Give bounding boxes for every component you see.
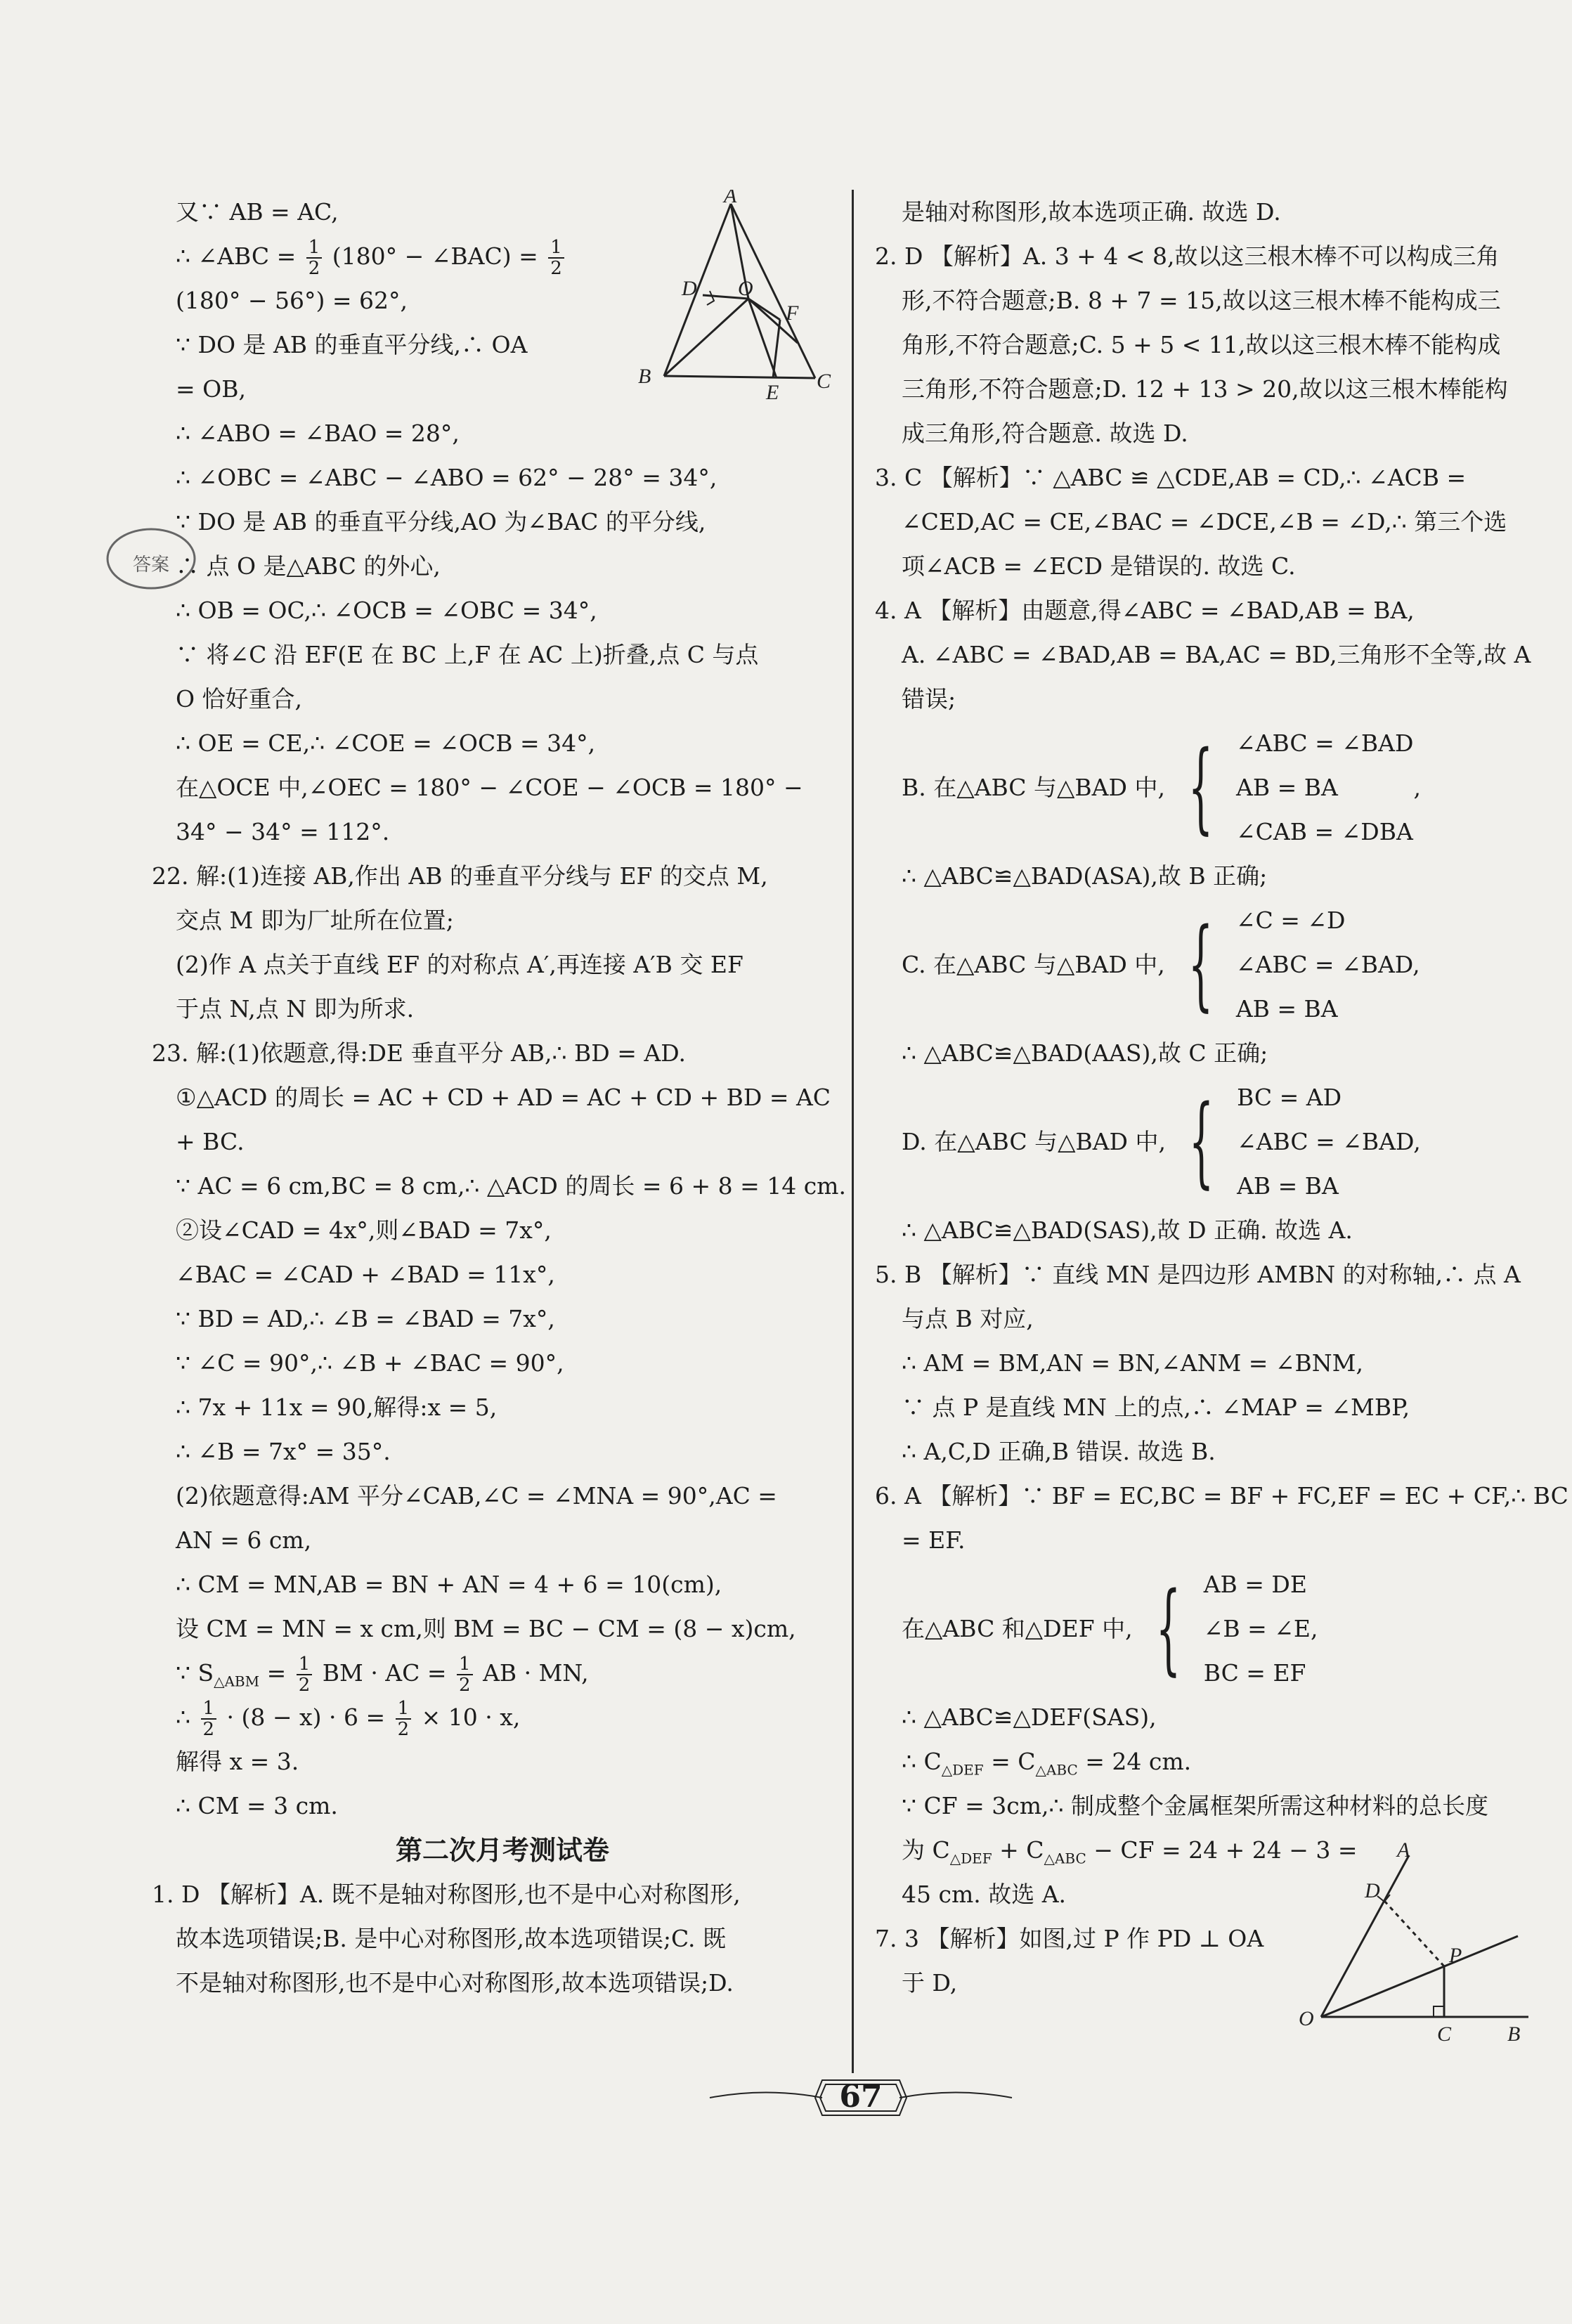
text-line: = EF. xyxy=(902,1526,966,1554)
label-c: C xyxy=(1437,2023,1452,2046)
text-line: AN = 6 cm, xyxy=(176,1526,312,1554)
label-a: A xyxy=(724,190,737,207)
angle-figure xyxy=(1293,1841,1539,2052)
text-line: 又∵ AB = AC, xyxy=(176,198,339,226)
text-line: ∵ $S_{\triangle ABM}$ = $\frac{1}{2}$ BM · AC = $\frac{1}{2}$ AB · MN, xyxy=(176,1654,589,1696)
text-line: 角形,不符合题意;C. 5 + 5 < 11,故以这三根木棒不能构成 xyxy=(902,331,1501,358)
text-line: 交点 M 即为厂址所在位置; xyxy=(176,907,454,934)
text-line: 为 $C_{\triangle DEF} + C_{\triangle ABC}$ − CF = 24 + 24 − 3 = xyxy=(902,1836,1358,1867)
label-c: C xyxy=(817,370,831,393)
text-line: ∴ $\frac{1}{2}$ · (8 − x) · 6 = $\frac{1}{2}$ × 10 · x, xyxy=(176,1698,521,1740)
text-line: ∴ 7x + 11x = 90,解得:x = 5, xyxy=(176,1394,498,1421)
text-line: 项∠ACB = ∠ECD 是错误的. 故选 C. xyxy=(902,552,1296,580)
text-line: ∴ A,C,D 正确,B 错误. 故选 B. xyxy=(902,1438,1216,1465)
label-b: B xyxy=(1507,2023,1521,2046)
label-b: B xyxy=(638,365,651,388)
question-3: 3. C 【解析】∵ △ABC ≌ △CDE,AB = CD,∴ ∠ACB = xyxy=(875,464,1467,491)
text-line: 错误; xyxy=(902,685,956,713)
text-line: ∠CED,AC = CE,∠BAC = ∠DCE,∠B = ∠D,∴ 第三个选 xyxy=(902,508,1507,535)
label-p: P xyxy=(1449,1944,1462,1967)
text-line: ∴ △ABC≌△DEF(SAS), xyxy=(902,1703,1157,1731)
equation-system-6: 在△ABC 和△DEF 中, { AB = DE ∠B = ∠E, BC = EF xyxy=(902,1571,1318,1687)
text-line: ②设∠CAD = 4x°,则∠BAD = 7x°, xyxy=(176,1216,552,1244)
text-line: ①△ACD 的周长 = AC + CD + AD = AC + CD + BD = AC xyxy=(176,1084,831,1111)
triangle-figure xyxy=(632,190,843,401)
text-line: ∴ ∠B = 7x° = 35°. xyxy=(176,1438,391,1465)
question-4: 4. A 【解析】由题意,得∠ABC = ∠BAD,AB = BA, xyxy=(875,597,1415,624)
text-line: ∵ 将∠C 沿 EF(E 在 BC 上,F 在 AC 上)折叠,点 C 与点 xyxy=(176,641,759,668)
text-line: = OB, xyxy=(176,375,246,403)
label-f: F xyxy=(786,301,799,325)
fraction: $\frac{1}{2}$ xyxy=(548,238,564,278)
text-line: 故本选项错误;B. 是中心对称图形,故本选项错误;C. 既 xyxy=(176,1925,727,1952)
text-line: ∵ CF = 3cm,∴ 制成整个金属框架所需这种材料的总长度 xyxy=(902,1792,1489,1819)
segment-bc xyxy=(664,376,815,378)
label-d: D xyxy=(682,277,697,300)
text-line: 在△OCE 中,∠OEC = 180° − ∠COE − ∠OCB = 180° − xyxy=(176,774,803,801)
stamp-icon xyxy=(98,520,204,597)
label-d: D xyxy=(1365,1879,1380,1902)
segment-ab xyxy=(664,204,731,376)
fraction: $\frac{1}{2}$ xyxy=(457,1654,473,1695)
text-line: ∵ BD = AD,∴ ∠B = ∠BAD = 7x°, xyxy=(176,1305,555,1332)
text-line: 45 cm. 故选 A. xyxy=(902,1881,1067,1908)
text-line: 于 D, xyxy=(902,1969,958,1997)
question-7: 7. 3 【解析】如图,过 P 作 PD ⊥ OA xyxy=(875,1925,1264,1952)
question-5: 5. B 【解析】∵ 直线 MN 是四边形 AMBN 的对称轴,∴ 点 A xyxy=(875,1261,1521,1288)
segment-pd xyxy=(1384,1901,1444,1966)
text-line: ∵ ∠C = 90°,∴ ∠B + ∠BAC = 90°, xyxy=(176,1349,564,1377)
text-line: (2)作 A 点关于直线 EF 的对称点 A′,再连接 A′B 交 EF xyxy=(176,951,743,978)
text-line: ∴ △ABC≌△BAD(ASA),故 B 正确; xyxy=(902,862,1268,890)
fraction: $\frac{1}{2}$ xyxy=(297,1654,313,1695)
question-22: 22. 解:(1)连接 AB,作出 AB 的垂直平分线与 EF 的交点 M, xyxy=(152,862,768,890)
text-line: 设 CM = MN = x cm,则 BM = BC − CM = (8 − x)cm, xyxy=(176,1615,796,1642)
page-number: 67 xyxy=(839,2079,883,2115)
text-line: (2)依题意得:AM 平分∠CAB,∠C = ∠MNA = 90°,AC = xyxy=(176,1482,777,1510)
label-a: A xyxy=(1397,1841,1410,1862)
text-line: ∴ AM = BM,AN = BN,∠ANM = ∠BNM, xyxy=(902,1349,1363,1377)
text-line: 与点 B 对应, xyxy=(902,1305,1034,1332)
text-line: + BC. xyxy=(176,1128,245,1155)
text-line: ∴ $C_{\triangle DEF} = C_{\triangle ABC} = 24$ cm. xyxy=(902,1748,1192,1779)
equation-system-b: B. 在△ABC 与△BAD 中, { ∠ABC = ∠BAD AB = BA ∠CAB = ∠DBA , xyxy=(902,729,1421,845)
fraction: $\frac{1}{2}$ xyxy=(306,238,323,278)
text-line: A. ∠ABC = ∠BAD,AB = BA,AC = BD,三角形不全等,故 A xyxy=(902,641,1531,668)
fraction: $\frac{1}{2}$ xyxy=(201,1699,217,1739)
text-line: ∵ DO 是 AB 的垂直平分线,AO 为∠BAC 的平分线, xyxy=(176,508,706,535)
text-line: 不是轴对称图形,也不是中心对称图形,故本选项错误;D. xyxy=(176,1969,734,1997)
bisector-op xyxy=(1321,1936,1518,2017)
text-line: ∵ AC = 6 cm,BC = 8 cm,∴ △ACD 的周长 = 6 + 8 = 14 cm. xyxy=(176,1172,846,1200)
text-line: 三角形,不符合题意;D. 12 + 13 > 20,故以这三根木棒能构 xyxy=(902,375,1508,403)
text-line: ∵ 点 P 是直线 MN 上的点,∴ ∠MAP = ∠MBP, xyxy=(902,1394,1410,1421)
left-column xyxy=(152,190,846,2005)
svg-text:答案: 答案 xyxy=(132,554,170,576)
text-line: ∴ OB = OC,∴ ∠OCB = ∠OBC = 34°, xyxy=(176,597,597,624)
label-e: E xyxy=(766,381,779,401)
text-line: 34° − 34° = 112°. xyxy=(176,818,390,845)
segment-bo xyxy=(664,299,748,376)
question-6: 6. A 【解析】∵ BF = EC,BC = BF + FC,EF = EC + CF,∴ BC xyxy=(875,1482,1568,1510)
fraction: $\frac{1}{2}$ xyxy=(396,1699,412,1739)
question-2: 2. D 【解析】A. 3 + 4 < 8,故以这三根木棒不可以构成三角 xyxy=(875,242,1500,270)
question-23: 23. 解:(1)依题意,得:DE 垂直平分 AB,∴ BD = AD. xyxy=(152,1039,686,1067)
text-line: 形,不符合题意;B. 8 + 7 = 15,故以这三根木棒不能构成三 xyxy=(902,287,1501,314)
page-footer xyxy=(703,2059,1019,2136)
text-line: 是轴对称图形,故本选项正确. 故选 D. xyxy=(902,198,1281,226)
label-o: O xyxy=(738,277,753,300)
text-line: ∵ DO 是 AB 的垂直平分线,∴ OA xyxy=(176,331,528,358)
text-line: ∴ ∠OBC = ∠ABC − ∠ABO = 62° − 28° = 34°, xyxy=(176,464,717,491)
text-line: (180° − 56°) = 62°, xyxy=(176,287,408,314)
label-o: O xyxy=(1299,2007,1314,2030)
text-line: ∴ ∠ABC = $\frac{1}{2}$ (180° − ∠BAC) = $\frac{1}{2}$ xyxy=(176,234,829,278)
text-line: O 恰好重合, xyxy=(176,685,303,713)
equation-system-c: C. 在△ABC 与△BAD 中, { ∠C = ∠D ∠ABC = ∠BAD, AB = BA xyxy=(902,907,1420,1023)
text-line: 于点 N,点 N 即为所求. xyxy=(176,995,415,1023)
text-line: ∴ OE = CE,∴ ∠COE = ∠OCB = 34°, xyxy=(176,729,596,757)
text-line: 解得 x = 3. xyxy=(176,1748,299,1775)
right-column xyxy=(875,190,1568,2005)
question-1: 1. D 【解析】A. 既不是轴对称图形,也不是中心对称图形, xyxy=(152,1881,741,1908)
text-line: ∠BAC = ∠CAD + ∠BAD = 11x°, xyxy=(176,1261,555,1288)
segment-fe xyxy=(773,320,780,378)
text-line: ∴ ∠ABO = ∠BAO = 28°, xyxy=(176,420,460,447)
text-line: ∴ CM = 3 cm. xyxy=(176,1792,338,1819)
text-line: ∴ △ABC≌△BAD(AAS),故 C 正确; xyxy=(902,1039,1268,1067)
text-line: ∴ 点 O 是△ABC 的外心, xyxy=(176,552,441,580)
text-line: ∴ CM = MN,AB = BN + AN = 4 + 6 = 10(cm), xyxy=(176,1571,722,1598)
text-line: ∴ △ABC≌△BAD(SAS),故 D 正确. 故选 A. xyxy=(902,1216,1353,1244)
column-divider xyxy=(852,190,854,2073)
text-line: 成三角形,符合题意. 故选 D. xyxy=(902,420,1188,447)
section-title: 第二次月考测试卷 xyxy=(395,1834,609,1866)
equation-system-d: D. 在△ABC 与△BAD 中, { BC = AD ∠ABC = ∠BAD, AB = BA xyxy=(902,1084,1421,1200)
